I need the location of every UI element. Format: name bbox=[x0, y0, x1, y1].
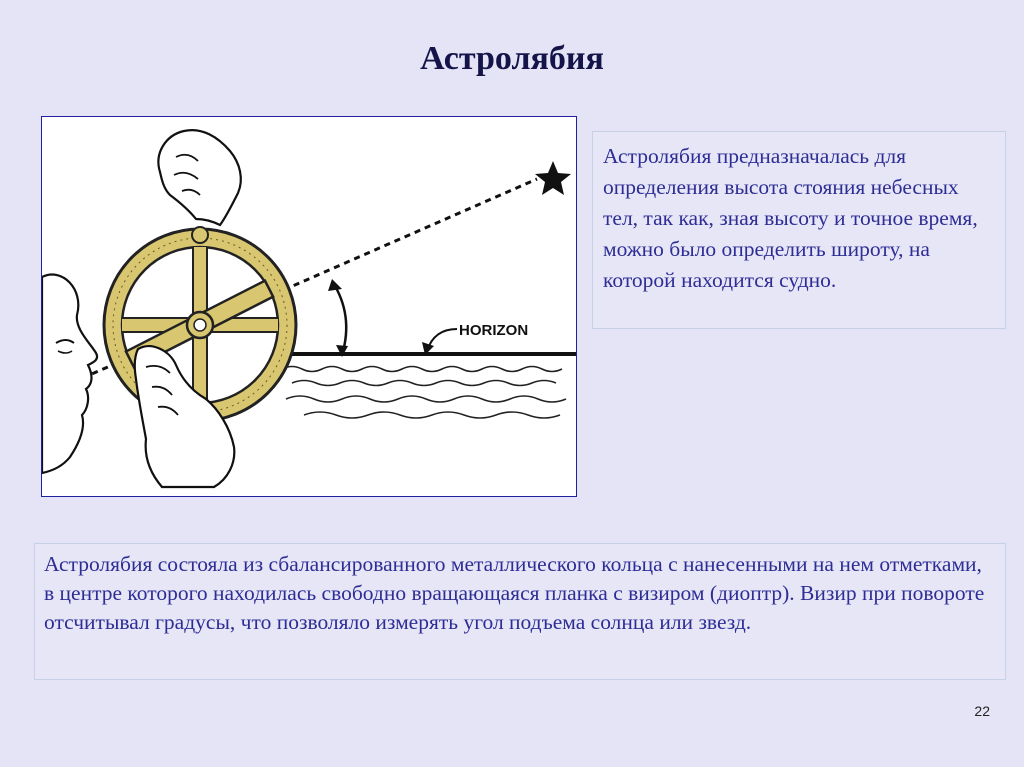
horizon-label: HORIZON bbox=[459, 322, 529, 339]
hand-icon bbox=[158, 130, 240, 225]
angle-arc bbox=[332, 281, 346, 355]
star-icon bbox=[535, 161, 571, 195]
astrolabe-illustration bbox=[41, 116, 577, 497]
sea-waves-icon bbox=[282, 367, 566, 419]
construction-text-box: Астролябия состояла из сбалансированного металлического кольца с нанесенными на нем отметками, в центре которого находилась свободно вращающаяся планка с визиром (диоптр). Визир при повороте отсчитывал градусы, что позволяло измерять угол подъема солнца или звезд. bbox=[34, 543, 1006, 680]
astrolabe-icon bbox=[104, 227, 296, 421]
slide-title: Астролябия bbox=[420, 40, 604, 77]
page-number: 22 bbox=[974, 703, 990, 719]
face-icon bbox=[42, 275, 97, 473]
illustration-canvas bbox=[42, 117, 577, 497]
description-text-box: Астролябия предназначалась для определения высота стояния небесных тел, так как, зная высоту и точное время, можно было определить широту, на которой находится судно. bbox=[592, 131, 1006, 329]
